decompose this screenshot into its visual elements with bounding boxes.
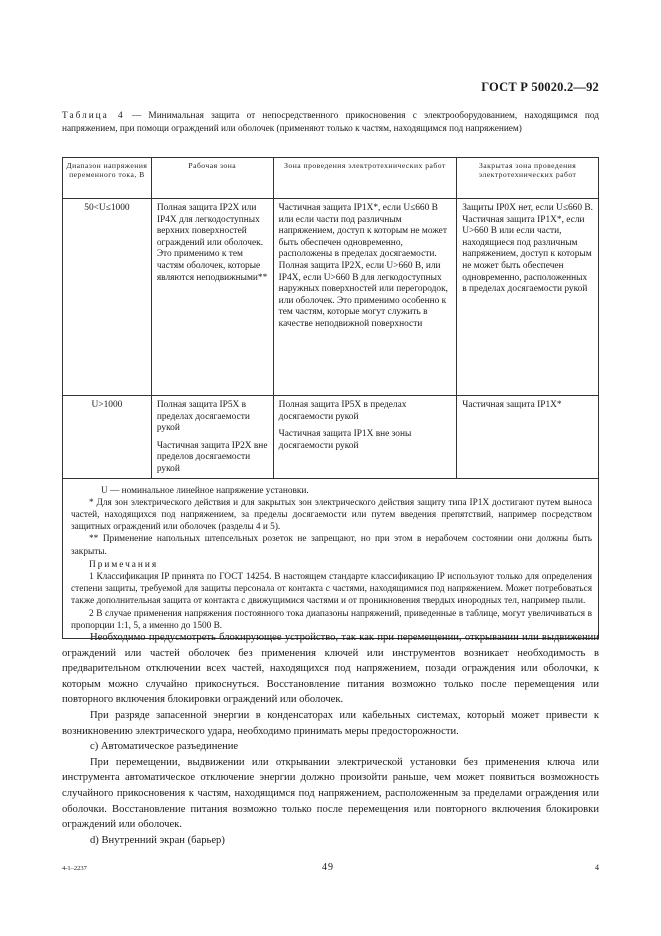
header-closed-zone: Закрытая зона проведения электротехнических работ (457, 158, 599, 199)
table-notes-row (63, 478, 599, 638)
note-star-1: * Для зон электрического действия и для закрытых зон электрического действия защиту типа IP1X достигают путем выноса частей, находящихся под напряжением, за пределы досягаемости или путем введения препятствий, например посредством защитных ограждений или оболочек (разделы 4 и 5). (71, 497, 592, 533)
page-number: 49 (322, 862, 334, 873)
cell-text: Частичная защита IP1X* (462, 400, 562, 410)
cell-range: U>1000 (63, 396, 152, 479)
footer-sheet-number: 4 (595, 863, 599, 872)
table-caption-text: — Минимальная защита от непосредственного прикосновения с электрооборудованием, находящимся под напряжением, при помощи ограждений или оболочек (применяют только к частям, находящимся под напряжением) (62, 111, 599, 134)
cell-text: Частичная защита IP1X*, если U≤660 В или если части под различным напряжением, доступ к которым не может быть обеспечен одновременно, расположены в пределах досягаемости. Полная защита IP2X, если U>660 В, или IP4X, если U>660 В для легкодоступных наружных поверхностей или перегородок, или оболочек. Это применимо особенно к тем частям, которые могут служить в качестве неподвижной поверхности (278, 203, 448, 329)
header-voltage-range: Диапазон напряжения переменного тока, В (63, 158, 152, 199)
cell-text: Полная защита IP5X в пределах досягаемости рукой (156, 400, 250, 434)
cell-text: Частичная защита IP1X вне зоны досягаемости рукой (278, 429, 412, 451)
table-caption-label: Таблица 4 (62, 111, 125, 121)
section-heading-c: c) Автоматическое разъединение (90, 741, 239, 753)
cell-text: Защиты IP0X нет, если U≤660 В. Частичная защита IP1X*, если U>660 В или если части, находящиеся под различным напряжением, доступ к которым не может быть обеспечен одновременно, расположенных в пределах досягаемости рукой (462, 203, 593, 295)
header-work-zone: Рабочая зона (151, 158, 273, 199)
table-caption (62, 110, 599, 136)
table-header-row (63, 158, 599, 199)
note-u-definition: U — номинальное линейное напряжение установки. (101, 485, 309, 496)
footer-print-code: 4-1–2237 (62, 865, 87, 872)
cell-closed-zone (457, 199, 599, 396)
paragraph: При разряде запасенной энергии в конденсаторах или кабельных системах, который может привести к возникновению электрического удара, необходимо принимать меры предосторожности. (62, 709, 599, 737)
cell-text: Частичная защита IP2X вне пределов досягаемости рукой (156, 440, 268, 474)
cell-electro-zone (273, 199, 457, 396)
header-electro-zone: Зона проведения электротехнических работ (273, 158, 457, 199)
paragraph: При перемещении, выдвижении или открывании электрической установки без применения ключа или инструмента автоматическое отключение энергии должно произойти раньше, чем может появиться возможность случайного прикосновения к частям, находящимся под напряжением, расположенным за пределами ограждения или оболочки. Восстановление питания возможно только после перемещения или повторного включения блокировки ограждений или оболочек. (62, 756, 599, 831)
cell-work-zone (151, 199, 273, 396)
cell-text: Полная защита IP5X в пределах досягаемости рукой (278, 400, 407, 422)
note-2: 2 В случае применения напряжения постоянного тока диапазоны напряжений, приведенные в таблице, могут увеличиваться в пропорции 1:1, 5, а именно до 1500 В. (71, 608, 592, 631)
paragraph: Необходимо предусмотреть блокирующее устройство, так как при перемещении, открывании или выдвижении ограждений или частей оболочек без применения ключей или инструментов возникает необходимость в предварительном отключении всех частей, находящихся под напряжением, позади ограждения или оболочки, к которым можно случайно прикоснуться. Восстановление питания возможно только после перемещения или повторного включения блокировки ограждений или оболочек. (62, 632, 599, 706)
protection-table (62, 157, 599, 639)
note-star-2: ** Применение напольных штепсельных розеток не запрещают, но при этом в нерабочем состоянии они должны быть закрыты. (71, 534, 592, 557)
cell-work-zone (151, 396, 273, 479)
cell-electro-zone (273, 396, 457, 479)
cell-range: 50<U≤1000 (63, 199, 152, 396)
table-row (63, 199, 599, 396)
notes-title: Примечания (89, 559, 159, 570)
document-code: ГОСТ Р 50020.2—92 (481, 80, 599, 94)
table-row (63, 396, 599, 479)
table-notes (63, 478, 599, 638)
body-text (62, 630, 599, 848)
section-heading-d: d) Внутренний экран (барьер) (90, 834, 225, 846)
cell-text: Полная защита IP2X или IP4X для легкодоступных верхних поверхностей ограждений или оболочек. Это применимо к тем частям оболочек, которые являются неподвижными** (156, 203, 268, 283)
note-1: 1 Классификация IP принята по ГОСТ 14254. В настоящем стандарте классификацию IP используют только для определения степени защиты, требуемой для защиты персонала от контакта с частями, находящимися под напряжением. Может потребоваться также дополнительная защита от контакта с движущимися частями и от проникновения твердых инородных тел, например пыли. (71, 571, 592, 607)
cell-closed-zone (457, 396, 599, 479)
